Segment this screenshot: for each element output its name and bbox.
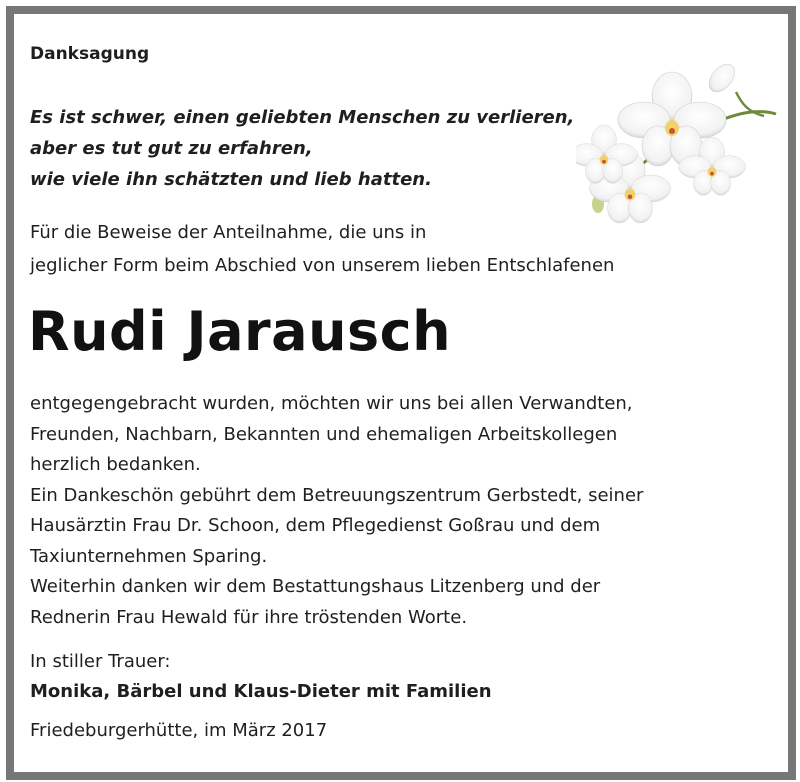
body-line: entgegengebracht wurden, möchten wir uns bei allen Verwandten, — [30, 393, 633, 414]
intro-line: Für die Beweise der Anteilnahme, die uns in — [30, 222, 427, 243]
place-date: Friedeburgerhütte, im März 2017 — [30, 720, 328, 741]
body-line: herzlich bedanken. — [30, 454, 201, 475]
quote-block — [30, 102, 574, 195]
body-line: Weiterhin danken wir dem Bestattungshaus Litzenberg und der — [30, 576, 601, 597]
notice-heading: Danksagung — [30, 44, 150, 64]
quote-line: wie viele ihn schätzten und lieb hatten. — [30, 169, 432, 190]
intro-line: jeglicher Form beim Abschied von unserem lieben Entschlafenen — [30, 255, 615, 276]
mourning-label: In stiller Trauer: — [30, 651, 171, 672]
body-line: Rednerin Frau Hewald für ihre tröstenden Worte. — [30, 606, 468, 628]
body-line: Taxiunternehmen Sparing. — [30, 545, 268, 567]
quote-line: aber es tut gut zu erfahren, — [30, 138, 313, 159]
mourners-names: Monika, Bärbel und Klaus-Dieter mit Familien — [30, 681, 492, 702]
quote-line: Es ist schwer, einen geliebten Menschen zu verlieren, — [30, 107, 575, 128]
body-line: Hausärztin Frau Dr. Schoon, dem Pflegedienst Goßrau und dem — [30, 515, 601, 536]
white-orchid-icon — [576, 56, 786, 234]
thanks-paragraph — [30, 389, 643, 633]
body-line: Ein Dankeschön gebührt dem Betreuungszentrum Gerbstedt, seiner — [30, 484, 644, 506]
intro-paragraph — [30, 216, 614, 282]
body-line: Freunden, Nachbarn, Bekannten und ehemaligen Arbeitskollegen — [30, 423, 618, 445]
deceased-name: Rudi Jarausch — [28, 300, 452, 363]
